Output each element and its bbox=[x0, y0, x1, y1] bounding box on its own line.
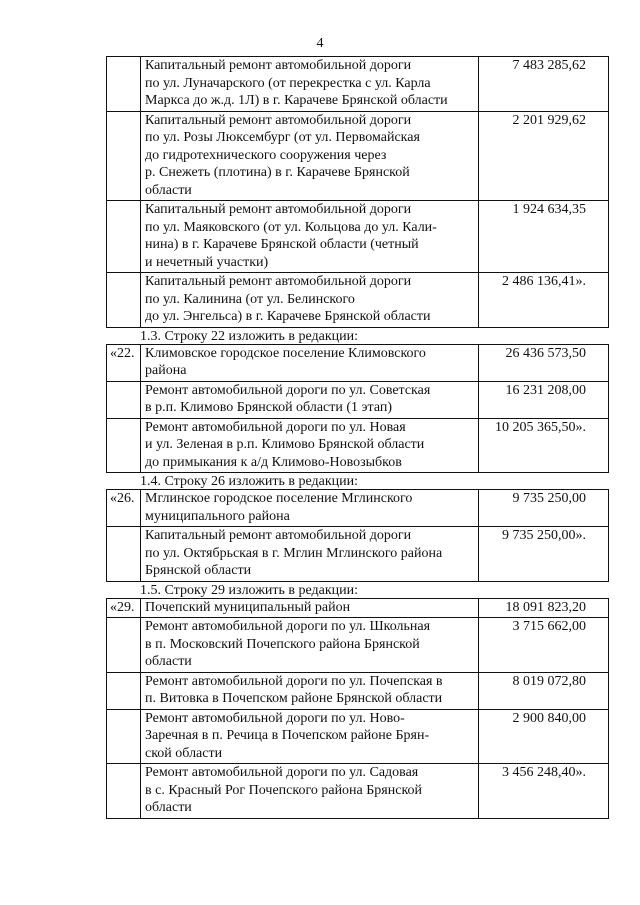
description-cell: Капитальный ремонт автомобильной дороги по ул. Октябрьская в г. Мглин Мглинского района Брянской области bbox=[141, 527, 479, 582]
row-number-cell bbox=[107, 381, 141, 418]
table-row bbox=[107, 381, 609, 418]
description-cell: Ремонт автомобильной дороги по ул. Новая и ул. Зеленая в р.п. Климово Брянской области до примыкания к а/д Климово-Новозыбков bbox=[141, 418, 479, 473]
amendment-clause: 1.5. Строку 29 изложить в редакции: bbox=[140, 582, 359, 598]
amount-cell: 10 205 365,50». bbox=[479, 418, 609, 473]
table-row bbox=[107, 527, 609, 582]
amount-cell: 9 735 250,00 bbox=[479, 490, 609, 527]
table-row bbox=[107, 618, 609, 673]
amount-cell: 2 201 929,62 bbox=[479, 111, 609, 201]
table-row bbox=[107, 598, 609, 618]
table-row bbox=[107, 111, 609, 201]
row-number-cell bbox=[107, 672, 141, 709]
table-row bbox=[107, 709, 609, 764]
description-cell: Ремонт автомобильной дороги по ул. Почепская в п. Витовка в Почепском районе Брянской области bbox=[141, 672, 479, 709]
row-number-cell bbox=[107, 527, 141, 582]
description-cell: Капитальный ремонт автомобильной дороги по ул. Розы Люксембург (от ул. Первомайская до гидротехнического сооружения через р. Снежеть (плотина) в г. Карачеве Брянской области bbox=[141, 111, 479, 201]
row-number-cell: «22. bbox=[107, 344, 141, 381]
amount-cell: 1 924 634,35 bbox=[479, 201, 609, 273]
description-cell: Ремонт автомобильной дороги по ул. Садовая в с. Красный Рог Почепского района Брянской области bbox=[141, 764, 479, 819]
row-number-cell bbox=[107, 618, 141, 673]
table-row bbox=[107, 418, 609, 473]
table-row bbox=[107, 201, 609, 273]
amount-cell: 18 091 823,20 bbox=[479, 598, 609, 618]
table-row bbox=[107, 764, 609, 819]
description-cell: Климовское городское поселение Климовского района bbox=[141, 344, 479, 381]
row-number-cell bbox=[107, 418, 141, 473]
row-number-cell bbox=[107, 273, 141, 328]
row-number-cell bbox=[107, 57, 141, 112]
amount-cell: 9 735 250,00». bbox=[479, 527, 609, 582]
document-body bbox=[106, 56, 608, 819]
table-row bbox=[107, 490, 609, 527]
amount-cell: 2 486 136,41». bbox=[479, 273, 609, 328]
description-cell: Капитальный ремонт автомобильной дороги по ул. Маяковского (от ул. Кольцова до ул. Кали- нина) в г. Карачеве Брянской области (четный и нечетный участки) bbox=[141, 201, 479, 273]
road-works-table bbox=[106, 344, 609, 474]
amount-cell: 3 456 248,40». bbox=[479, 764, 609, 819]
amount-cell: 16 231 208,00 bbox=[479, 381, 609, 418]
description-cell: Капитальный ремонт автомобильной дороги по ул. Луначарского (от перекрестка с ул. Карла Маркса до ж.д. 1Л) в г. Карачеве Брянской области bbox=[141, 57, 479, 112]
amount-cell: 3 715 662,00 bbox=[479, 618, 609, 673]
road-works-table bbox=[106, 598, 609, 819]
table-row bbox=[107, 672, 609, 709]
row-number-cell: «29. bbox=[107, 598, 141, 618]
amendment-clause: 1.3. Строку 22 изложить в редакции: bbox=[140, 328, 359, 344]
amount-cell: 8 019 072,80 bbox=[479, 672, 609, 709]
description-cell: Ремонт автомобильной дороги по ул. Школьная в п. Московский Почепского района Брянской области bbox=[141, 618, 479, 673]
description-cell: Капитальный ремонт автомобильной дороги по ул. Калинина (от ул. Белинского до ул. Энгельса) в г. Карачеве Брянской области bbox=[141, 273, 479, 328]
row-number-cell: «26. bbox=[107, 490, 141, 527]
table-row bbox=[107, 273, 609, 328]
amount-cell: 26 436 573,50 bbox=[479, 344, 609, 381]
row-number-cell bbox=[107, 201, 141, 273]
row-number-cell bbox=[107, 111, 141, 201]
row-number-cell bbox=[107, 764, 141, 819]
page-number: 4 bbox=[316, 36, 324, 51]
amount-cell: 7 483 285,62 bbox=[479, 57, 609, 112]
description-cell: Почепский муниципальный район bbox=[141, 598, 479, 618]
amount-cell: 2 900 840,00 bbox=[479, 709, 609, 764]
description-cell: Ремонт автомобильной дороги по ул. Ново- Заречная в п. Речица в Почепском районе Брян- ской области bbox=[141, 709, 479, 764]
table-row bbox=[107, 57, 609, 112]
road-works-table bbox=[106, 56, 609, 328]
description-cell: Ремонт автомобильной дороги по ул. Советская в р.п. Климово Брянской области (1 этап) bbox=[141, 381, 479, 418]
table-row bbox=[107, 344, 609, 381]
amendment-clause: 1.4. Строку 26 изложить в редакции: bbox=[140, 474, 359, 489]
road-works-table bbox=[106, 489, 609, 582]
row-number-cell bbox=[107, 709, 141, 764]
description-cell: Мглинское городское поселение Мглинского муниципального района bbox=[141, 490, 479, 527]
